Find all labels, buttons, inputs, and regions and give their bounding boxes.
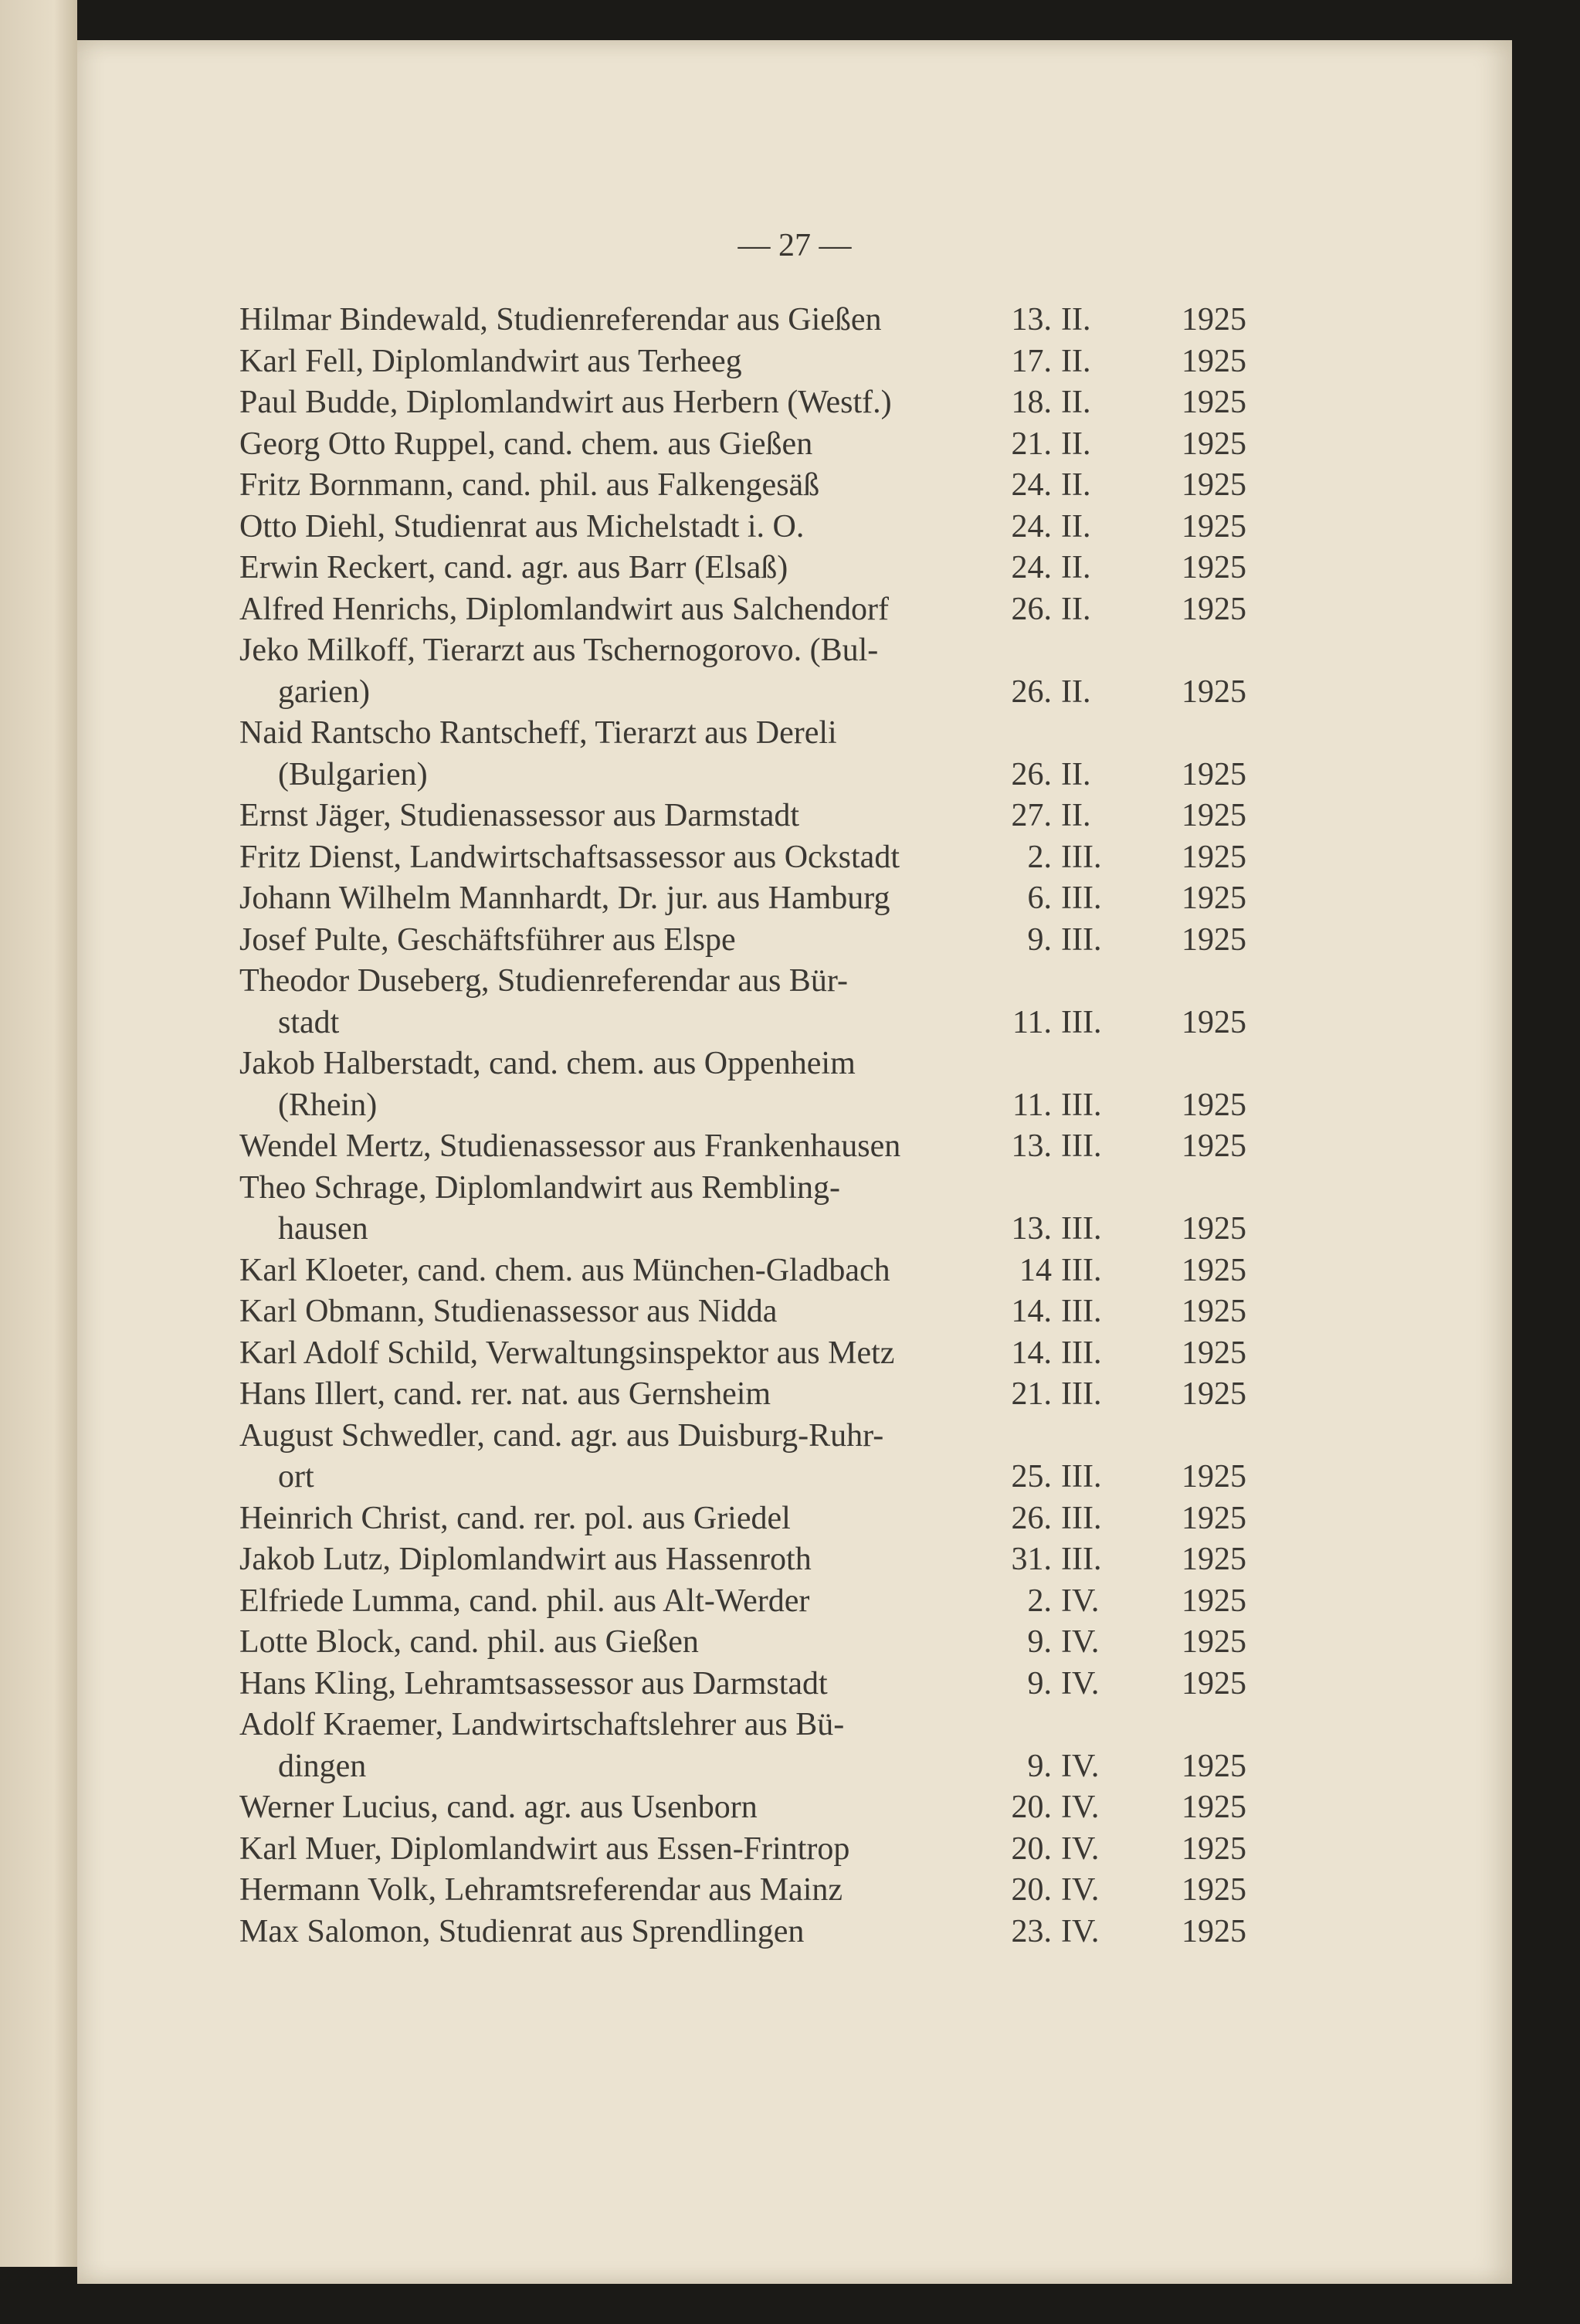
entry-name-line: Adolf Kraemer, Landwirtschaftslehrer aus Bü- <box>239 1707 845 1742</box>
entry-name-line: Karl Fell, Diplomlandwirt aus Terheeg <box>239 343 742 379</box>
entry-month: III. <box>1061 921 1102 958</box>
entry-year: 1925 <box>1182 880 1246 916</box>
entry-day: 14. <box>1011 1335 1052 1371</box>
entry-name <box>239 1664 981 1705</box>
register-entry <box>239 961 1336 1043</box>
entry-name <box>239 1705 981 1787</box>
entry-day: 9. <box>1027 921 1052 958</box>
entry-name <box>239 589 981 631</box>
entry-name-line: Hans Illert, cand. rer. nat. aus Gernsheim <box>239 1376 771 1412</box>
entry-year: 1925 <box>1182 1376 1246 1412</box>
register-entry <box>239 548 1336 589</box>
entry-name <box>239 1498 981 1540</box>
entry-day: 14 <box>1019 1252 1052 1288</box>
entry-month: II. <box>1061 343 1091 379</box>
entry-name-continuation: stadt <box>278 1004 340 1040</box>
entry-day: 27. <box>1011 798 1052 833</box>
entry-year: 1925 <box>1182 426 1246 462</box>
entry-name-line: Theodor Duseberg, Studienreferendar aus Bür- <box>239 963 848 999</box>
entry-name-line: Jeko Milkoff, Tierarzt aus Tschernogorovo. (Bul- <box>239 633 879 668</box>
entry-year: 1925 <box>1182 343 1246 379</box>
entry-month: III. <box>1061 1542 1102 1577</box>
register-entry <box>239 1870 1336 1912</box>
entry-name-line: Karl Muer, Diplomlandwirt aus Essen-Frintrop <box>239 1830 850 1867</box>
entry-month: III. <box>1061 839 1102 875</box>
register-entry <box>239 1912 1336 1953</box>
entry-name-line: Fritz Bornmann, cand. phil. aus Falkengesäß <box>239 467 820 503</box>
entry-year: 1925 <box>1182 798 1246 833</box>
entry-name <box>239 1416 981 1498</box>
entry-name <box>239 713 981 796</box>
register-entry <box>239 1622 1336 1664</box>
entry-name-line: Max Salomon, Studienrat aus Sprendlingen <box>239 1913 805 1949</box>
entry-name <box>239 300 981 341</box>
entry-name-line: Karl Obmann, Studienassessor aus Nidda <box>239 1294 778 1329</box>
entry-day: 26. <box>1011 673 1052 710</box>
entry-name <box>239 1829 981 1871</box>
entry-name-line: Erwin Reckert, cand. agr. aus Barr (Elsaß) <box>239 550 788 585</box>
entry-month: II. <box>1061 798 1091 833</box>
entry-name-continuation: ort <box>278 1459 314 1494</box>
entry-day: 26. <box>1011 591 1052 627</box>
entry-name-line: Lotte Block, cand. phil. aus Gießen <box>239 1624 699 1660</box>
entry-month: II. <box>1061 591 1091 627</box>
register-entry <box>239 837 1336 879</box>
entry-year: 1925 <box>1182 1004 1246 1040</box>
entry-year: 1925 <box>1182 1913 1246 1949</box>
entry-name <box>239 1250 981 1292</box>
entry-year: 1925 <box>1182 756 1246 792</box>
entry-name-line: Naid Rantscho Rantscheff, Tierarzt aus Dereli <box>239 715 837 751</box>
register-entry <box>239 1291 1336 1333</box>
entry-month: III. <box>1061 1376 1102 1412</box>
register-entry <box>239 1664 1336 1705</box>
entry-month: III. <box>1061 1459 1102 1494</box>
entry-day: 21. <box>1011 1376 1052 1412</box>
entry-year: 1925 <box>1182 673 1246 710</box>
entry-day: 11. <box>1012 1004 1052 1040</box>
entry-name <box>239 1374 981 1416</box>
entry-month: III. <box>1061 1087 1102 1123</box>
entry-name-line: Werner Lucius, cand. agr. aus Usenborn <box>239 1790 758 1825</box>
entry-day: 9. <box>1027 1665 1052 1701</box>
entry-name-line: Ernst Jäger, Studienassessor aus Darmstadt <box>239 798 800 833</box>
entry-year: 1925 <box>1182 1335 1246 1371</box>
register-entry <box>239 1126 1336 1168</box>
entry-name <box>239 1912 981 1953</box>
entry-name-line: Paul Budde, Diplomlandwirt aus Herbern (Westf.) <box>239 385 892 420</box>
entry-name-continuation: dingen <box>278 1748 367 1784</box>
entry-day: 13. <box>1011 302 1052 338</box>
page-number: — 27 — <box>737 228 852 263</box>
entry-day: 20. <box>1011 1790 1052 1825</box>
entry-month: IV. <box>1061 1830 1100 1867</box>
entry-day: 11. <box>1012 1087 1052 1123</box>
entry-year: 1925 <box>1182 1500 1246 1536</box>
entry-year: 1925 <box>1182 550 1246 585</box>
entry-day: 20. <box>1011 1872 1052 1908</box>
entry-day: 23. <box>1011 1913 1052 1949</box>
register-entry <box>239 382 1336 424</box>
entry-month: III. <box>1061 1128 1102 1164</box>
entry-name-line: Hans Kling, Lehramtsassessor aus Darmstadt <box>239 1665 828 1701</box>
entry-name <box>239 630 981 713</box>
entry-day: 13. <box>1011 1211 1052 1247</box>
entry-year: 1925 <box>1182 921 1246 958</box>
entry-year: 1925 <box>1182 1294 1246 1329</box>
entry-name <box>239 465 981 507</box>
entry-name-line: Otto Diehl, Studienrat aus Michelstadt i. O. <box>239 508 805 545</box>
entry-day: 21. <box>1011 426 1052 462</box>
entry-name <box>239 507 981 548</box>
register-entry <box>239 507 1336 548</box>
entry-month: III. <box>1061 1500 1102 1536</box>
entry-day: 20. <box>1011 1830 1052 1867</box>
entry-name <box>239 837 981 879</box>
register-entry <box>239 589 1336 631</box>
register-entry <box>239 424 1336 466</box>
entry-day: 2. <box>1027 1583 1052 1619</box>
entry-month: III. <box>1061 1335 1102 1371</box>
entry-name <box>239 1043 981 1126</box>
entry-name-line: August Schwedler, cand. agr. aus Duisburg-Ruhr- <box>239 1417 884 1454</box>
entry-name-line: Karl Kloeter, cand. chem. aus München-Gladbach <box>239 1252 890 1288</box>
entry-name <box>239 1787 981 1829</box>
register-entry <box>239 465 1336 507</box>
entry-year: 1925 <box>1182 1665 1246 1701</box>
entry-year: 1925 <box>1182 1830 1246 1867</box>
entry-name-line: Karl Adolf Schild, Verwaltungsinspektor aus Metz <box>239 1335 895 1371</box>
entry-name-line: Theo Schrage, Diplomlandwirt aus Rembling- <box>239 1169 841 1206</box>
entry-name <box>239 382 981 424</box>
entry-month: II. <box>1061 467 1091 503</box>
entry-year: 1925 <box>1182 1211 1246 1247</box>
entry-name <box>239 1870 981 1912</box>
entry-month: II. <box>1061 550 1091 585</box>
entry-day: 31. <box>1011 1542 1052 1577</box>
register-entry <box>239 630 1336 713</box>
entry-day: 9. <box>1027 1624 1052 1660</box>
entry-year: 1925 <box>1182 1624 1246 1660</box>
entry-name-line: Alfred Henrichs, Diplomlandwirt aus Salchendorf <box>239 591 889 627</box>
register-entry <box>239 1539 1336 1581</box>
entry-year: 1925 <box>1182 1872 1246 1908</box>
register-list <box>239 300 1336 1952</box>
entry-month: II. <box>1061 426 1091 462</box>
entry-year: 1925 <box>1182 1583 1246 1619</box>
entry-name-line: Elfriede Lumma, cand. phil. aus Alt-Werder <box>239 1583 810 1619</box>
entry-month: III. <box>1061 1004 1102 1040</box>
entry-name-line: Jakob Halberstadt, cand. chem. aus Oppenheim <box>239 1046 856 1081</box>
entry-name <box>239 1333 981 1375</box>
entry-name-line: Johann Wilhelm Mannhardt, Dr. jur. aus Hamburg <box>239 880 890 916</box>
entry-day: 26. <box>1011 756 1052 792</box>
entry-day: 6. <box>1027 880 1052 916</box>
entry-month: II. <box>1061 673 1091 710</box>
entry-year: 1925 <box>1182 385 1246 420</box>
entry-name-line: Hermann Volk, Lehramtsreferendar aus Mainz <box>239 1872 843 1908</box>
register-entry <box>239 878 1336 920</box>
entry-name-line: Heinrich Christ, cand. rer. pol. aus Griedel <box>239 1500 791 1536</box>
entry-day: 24. <box>1011 467 1052 503</box>
register-entry <box>239 1498 1336 1540</box>
entry-month: IV. <box>1061 1624 1100 1660</box>
entry-name <box>239 1126 981 1168</box>
entry-name <box>239 424 981 466</box>
entry-year: 1925 <box>1182 302 1246 338</box>
entry-name <box>239 920 981 962</box>
entry-day: 25. <box>1011 1459 1052 1494</box>
entry-year: 1925 <box>1182 591 1246 627</box>
entry-day: 14. <box>1011 1294 1052 1329</box>
entry-name <box>239 796 981 837</box>
entry-month: III. <box>1061 1294 1102 1329</box>
document-page <box>77 40 1512 2284</box>
entry-month: IV. <box>1061 1790 1100 1825</box>
register-entry <box>239 796 1336 837</box>
entry-name <box>239 341 981 383</box>
register-entry <box>239 1043 1336 1126</box>
entry-name-line: Georg Otto Ruppel, cand. chem. aus Gießen <box>239 426 813 462</box>
register-entry <box>239 1168 1336 1250</box>
entry-year: 1925 <box>1182 1459 1246 1494</box>
entry-month: II. <box>1061 385 1091 420</box>
entry-year: 1925 <box>1182 839 1246 875</box>
entry-month: IV. <box>1061 1748 1100 1784</box>
entry-year: 1925 <box>1182 1252 1246 1288</box>
register-entry <box>239 1829 1336 1871</box>
register-entry <box>239 1581 1336 1623</box>
register-entry <box>239 1250 1336 1292</box>
entry-day: 24. <box>1011 550 1052 585</box>
entry-name-line: Hilmar Bindewald, Studienreferendar aus Gießen <box>239 302 882 338</box>
entry-month: II. <box>1061 756 1091 792</box>
register-entry <box>239 1705 1336 1787</box>
entry-year: 1925 <box>1182 1128 1246 1164</box>
entry-name <box>239 548 981 589</box>
entry-year: 1925 <box>1182 508 1246 545</box>
entry-name-continuation: (Rhein) <box>278 1087 378 1123</box>
adjacent-page-edge <box>0 0 77 2267</box>
entry-day: 9. <box>1027 1748 1052 1784</box>
entry-month: II. <box>1061 302 1091 338</box>
entry-month: IV. <box>1061 1872 1100 1908</box>
entry-month: IV. <box>1061 1913 1100 1949</box>
entry-year: 1925 <box>1182 1087 1246 1123</box>
entry-year: 1925 <box>1182 1748 1246 1784</box>
entry-name-line: Wendel Mertz, Studienassessor aus Frankenhausen <box>239 1128 901 1164</box>
entry-month: III. <box>1061 1211 1102 1247</box>
entry-month: IV. <box>1061 1583 1100 1619</box>
entry-year: 1925 <box>1182 1790 1246 1825</box>
entry-name <box>239 961 981 1043</box>
entry-day: 2. <box>1027 839 1052 875</box>
entry-year: 1925 <box>1182 1542 1246 1577</box>
entry-name-line: Fritz Dienst, Landwirtschaftsassessor aus Ockstadt <box>239 839 900 875</box>
entry-month: II. <box>1061 508 1091 545</box>
entry-name-continuation: (Bulgarien) <box>278 756 428 792</box>
register-entry <box>239 1416 1336 1498</box>
entry-name-line: Josef Pulte, Geschäftsführer aus Elspe <box>239 921 736 958</box>
entry-name <box>239 1539 981 1581</box>
entry-name-line: Jakob Lutz, Diplomlandwirt aus Hassenroth <box>239 1542 812 1577</box>
entry-name-continuation: garien) <box>278 673 370 710</box>
entry-month: III. <box>1061 1252 1102 1288</box>
entry-month: III. <box>1061 880 1102 916</box>
entry-name <box>239 1581 981 1623</box>
register-entry <box>239 1333 1336 1375</box>
register-entry <box>239 341 1336 383</box>
entry-name <box>239 878 981 920</box>
entry-name-continuation: hausen <box>278 1211 368 1247</box>
register-entry <box>239 713 1336 796</box>
entry-day: 26. <box>1011 1500 1052 1536</box>
entry-day: 18. <box>1011 385 1052 420</box>
register-entry <box>239 920 1336 962</box>
entry-month: IV. <box>1061 1665 1100 1701</box>
entry-name <box>239 1291 981 1333</box>
entry-name <box>239 1168 981 1250</box>
entry-day: 17. <box>1011 343 1052 379</box>
register-entry <box>239 300 1336 341</box>
entry-day: 24. <box>1011 508 1052 545</box>
entry-year: 1925 <box>1182 467 1246 503</box>
entry-day: 13. <box>1011 1128 1052 1164</box>
register-entry <box>239 1374 1336 1416</box>
entry-name <box>239 1622 981 1664</box>
register-entry <box>239 1787 1336 1829</box>
